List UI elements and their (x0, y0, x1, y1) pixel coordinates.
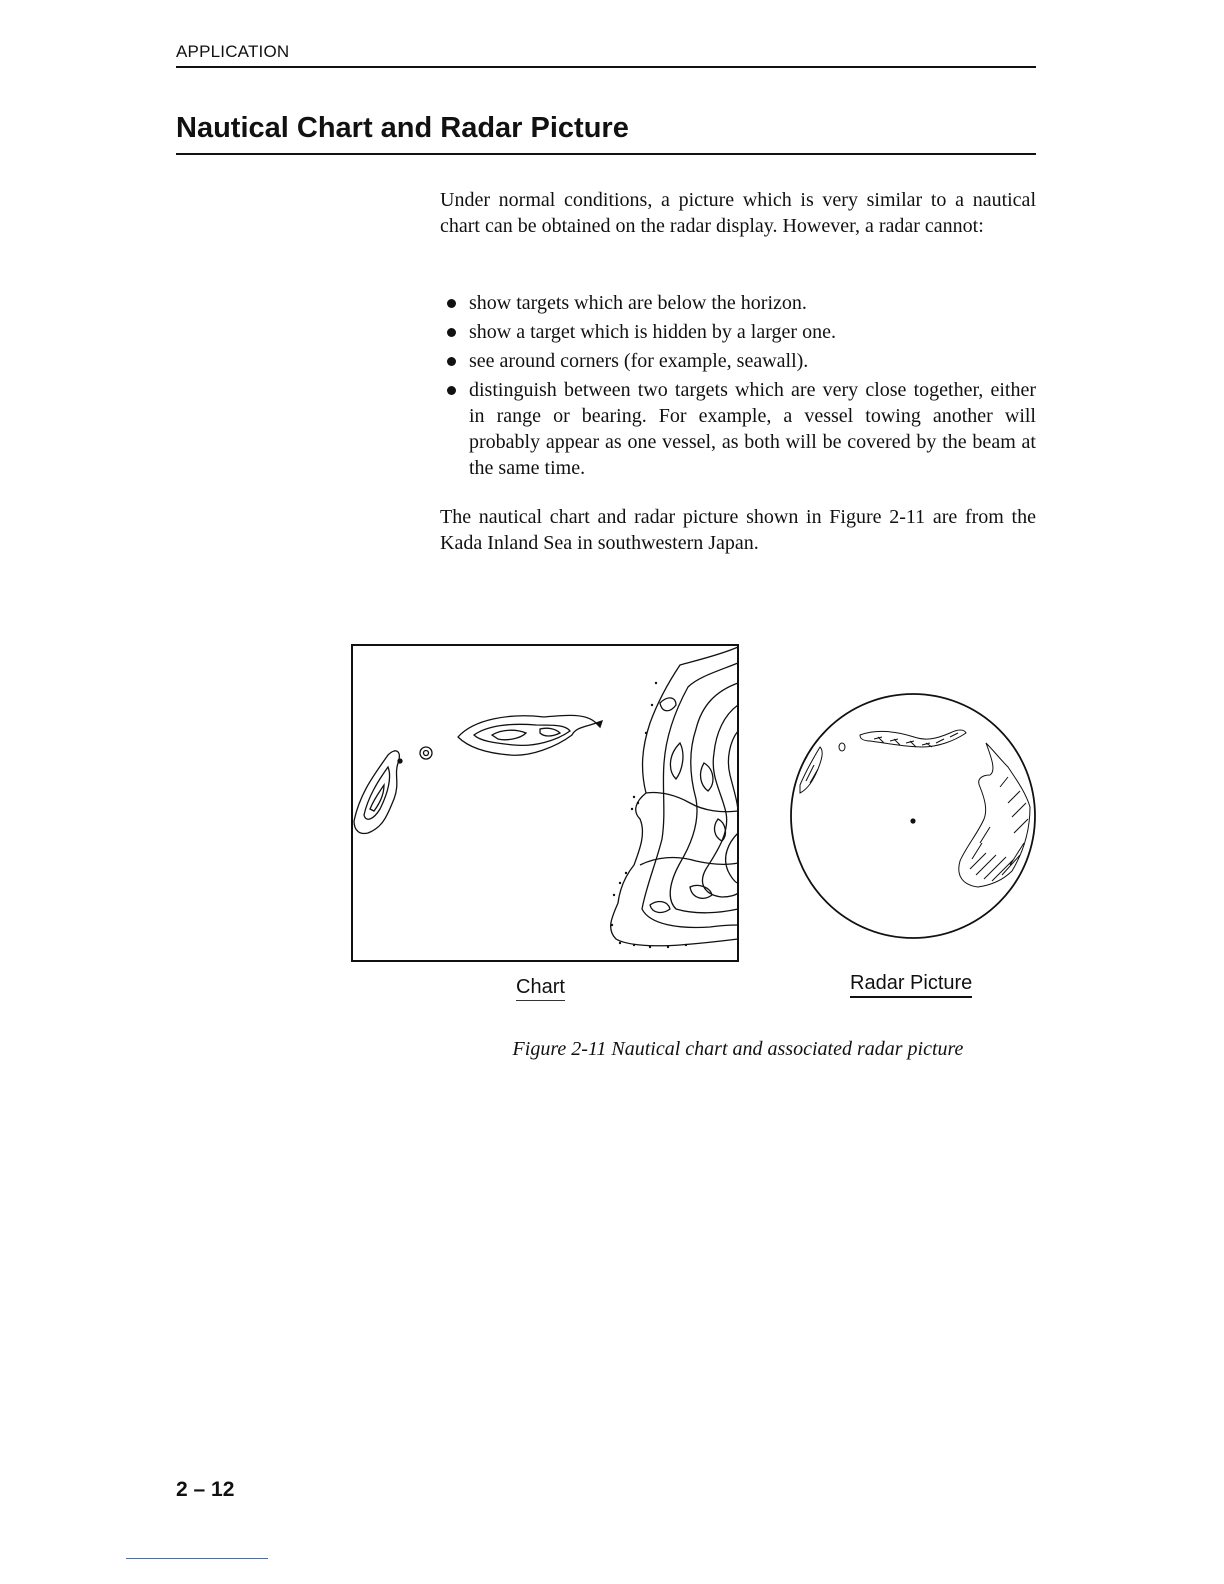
radar-picture-illustration (786, 693, 1040, 947)
list-item (443, 290, 1036, 316)
chart-frame (352, 645, 738, 961)
page-number: 2 – 12 (176, 1478, 235, 1501)
nautical-chart-illustration (350, 643, 742, 965)
intro-paragraph: Under normal conditions, a picture which is very similar to a nautical chart can be obtained on the radar display. However, a radar cannot: (440, 189, 1036, 237)
radar-scope-circle (791, 694, 1035, 938)
list-item (443, 377, 1036, 481)
title-rule (176, 153, 1036, 155)
own-ship-dot (910, 818, 915, 823)
limitations-list (443, 290, 1036, 484)
list-item (443, 319, 1036, 345)
chart-label: Chart (516, 976, 565, 1001)
radar-picture-label: Radar Picture (850, 972, 972, 998)
list-item-text: see around corners (for example, seawall). (469, 350, 809, 372)
page-title: Nautical Chart and Radar Picture (176, 112, 629, 144)
bullet-icon (447, 357, 456, 366)
figure-caption: Figure 2-11 Nautical chart and associated radar picture (512, 1038, 964, 1060)
list-item-text: show a target which is hidden by a larger one. (469, 321, 836, 343)
bullet-icon (447, 328, 456, 337)
footer-line (126, 1558, 268, 1559)
bullet-icon (447, 299, 456, 308)
list-item-text: show targets which are below the horizon. (469, 292, 807, 314)
list-item-text: distinguish between two targets which are very close together, either in range or bearing. For example, a vessel towing another will probably appear as one vessel, as both will be covered by the beam at the same time. (469, 379, 1036, 479)
list-item (443, 348, 1036, 374)
header-rule (176, 66, 1036, 68)
closing-paragraph: The nautical chart and radar picture shown in Figure 2-11 are from the Kada Inland Sea in southwestern Japan. (440, 506, 1036, 554)
section-label: APPLICATION (176, 42, 290, 61)
bullet-icon (447, 386, 456, 395)
